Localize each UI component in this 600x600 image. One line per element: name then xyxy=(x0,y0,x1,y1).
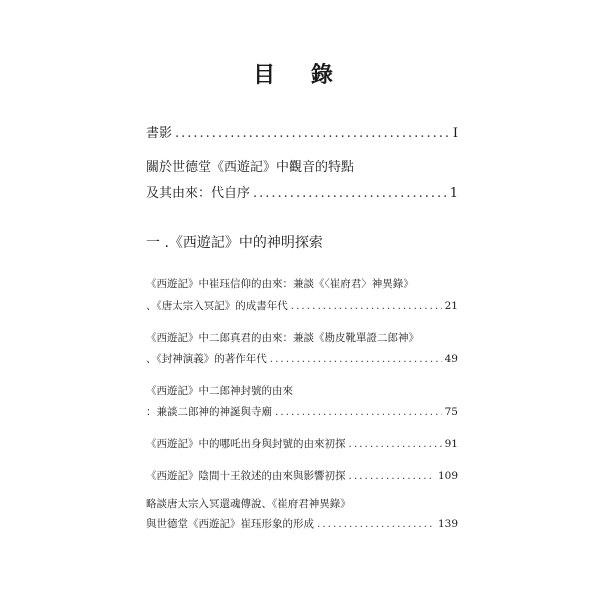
toc-entry-line2 xyxy=(146,404,458,419)
toc-page-number: I xyxy=(452,126,458,141)
toc-entry-line2 xyxy=(146,351,458,366)
toc-entry-text: 《西遊記》中二郎神封號的由來 xyxy=(146,385,293,397)
toc-page-number: 91 xyxy=(444,438,458,450)
leader-dots xyxy=(349,470,435,482)
leader-dots xyxy=(175,126,450,141)
section-heading: 一 .《西遊記》中的神明探索 xyxy=(146,235,323,251)
leader-dots xyxy=(291,300,442,312)
toc-entry-line1 xyxy=(146,496,458,511)
leader-dots xyxy=(275,406,442,418)
toc-page-number: 1 xyxy=(449,186,458,201)
toc-entry-text: 《西遊記》中的哪吒出身與封號的由來初探 xyxy=(146,438,346,450)
toc-entry-line2 xyxy=(146,516,458,531)
toc-entry-text: 及其由來：代自序 xyxy=(146,186,251,201)
toc-page-number: 75 xyxy=(444,406,458,418)
leader-dots xyxy=(317,518,435,530)
leader-dots xyxy=(253,186,447,201)
leader-dots xyxy=(270,353,442,365)
toc-entry-shuying xyxy=(146,122,458,141)
toc-entry-line2 xyxy=(146,298,458,313)
leader-dots xyxy=(349,438,442,450)
toc-entry-text: 《西遊記》陰間十王敘述的由來與影響初探 xyxy=(146,470,346,482)
toc-entry-line1 xyxy=(146,330,458,345)
toc-entry-text: 《西遊記》中二郎真君的由來：兼談《勘皮靴單證二郎神》 xyxy=(146,332,419,344)
toc-page-number: 21 xyxy=(444,300,458,312)
page-title: 目 錄 xyxy=(253,62,347,88)
toc-entry-preface-line2 xyxy=(146,182,458,201)
toc-entry-text: 《西遊記》中崔珏信仰的由來：兼談《〈崔府君〉神異錄》 xyxy=(146,278,414,290)
toc-page-number: 109 xyxy=(437,470,458,482)
toc-entry xyxy=(146,468,458,483)
toc-entry-text: 、《唐太宗入冥記》的成書年代 xyxy=(146,300,288,312)
toc-entry-text: 與世德堂《西遊記》崔珏形象的形成 xyxy=(146,518,314,530)
toc-entry-line1 xyxy=(146,383,458,398)
toc-page-number: 139 xyxy=(437,518,458,530)
toc-entry-text: 略談唐太宗入冥還魂傳說、《崔府君神異錄》 xyxy=(146,498,351,510)
toc-entry xyxy=(146,436,458,451)
toc-entry-text: ：兼談二郎神的神誕與寺廟 xyxy=(146,406,272,418)
toc-page-number: 49 xyxy=(444,353,458,365)
toc-entry-text: 、《封神演義》的著作年代 xyxy=(146,353,267,365)
toc-entry-line1 xyxy=(146,276,458,291)
toc-entry-text: 關於世德堂《西遊記》中觀音的特點 xyxy=(146,160,355,175)
toc-entry-text: 書影 xyxy=(146,126,173,141)
toc-entry-preface-line1 xyxy=(146,156,458,175)
